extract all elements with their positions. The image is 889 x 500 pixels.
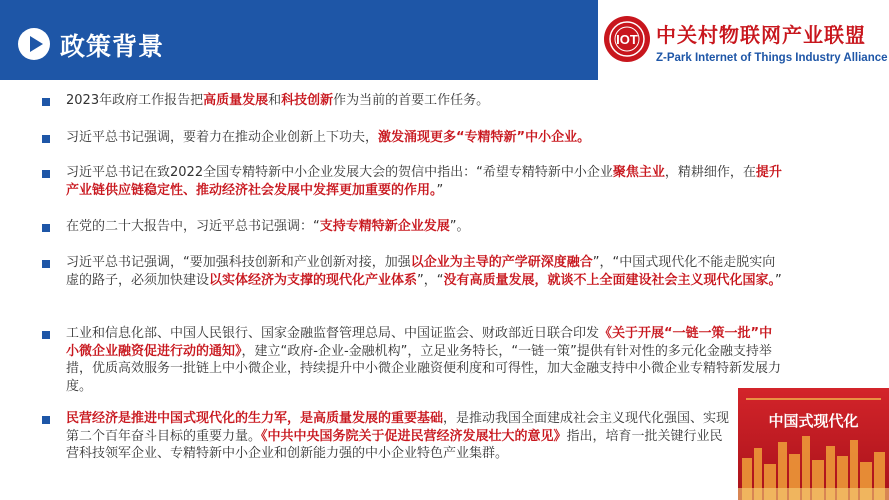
body-text: ”。 — [449, 219, 470, 234]
square-bullet-icon — [42, 331, 50, 339]
bullet-text — [66, 218, 782, 236]
highlight-text: 提升产业链供应链稳定性、推动经济社会发展中发挥更加重要的作用。 — [66, 165, 782, 198]
alliance-name-en: Z-Park Internet of Things Industry Alliance — [656, 52, 888, 64]
square-bullet-icon — [42, 135, 50, 143]
body-text: ” — [436, 182, 444, 198]
badge-title: 中国式现代化 — [768, 412, 859, 430]
square-bullet-icon — [42, 170, 50, 178]
play-circle-icon — [18, 28, 50, 60]
list-item — [42, 410, 732, 463]
page-title: 政策背景 — [60, 32, 165, 61]
body-text: 和 — [268, 93, 282, 108]
square-bullet-icon — [42, 260, 50, 268]
highlight-text: 科技创新 — [281, 93, 334, 108]
bullet-text — [66, 92, 782, 110]
body-text: ，是推动我国全面建成社会主义现代化强国、实现第二个百年奋斗目标的重要力量。 — [66, 411, 730, 444]
body-text: ”，“中国式现代化不能走脱实向虚的路子，必须加快建设 — [66, 255, 776, 288]
body-text: 习近平总书记强调，“要加强科技创新和产业创新对接，加强 — [66, 255, 411, 270]
modernization-badge — [738, 388, 889, 500]
list-item — [42, 164, 782, 199]
body-text: 2023年政府工作报告把 — [66, 93, 204, 108]
highlight-text: 支持专精特新企业发展 — [319, 219, 450, 234]
list-item — [42, 129, 782, 147]
body-text: 作为当前的首要工作任务。 — [333, 93, 490, 108]
highlight-text: 民营经济是推进中国式现代化的生力军，是高质量发展的重要基础 — [66, 411, 444, 426]
highlight-text: 聚焦主业 — [612, 165, 665, 180]
highlight-text: 以实体经济为支撑的现代化产业体系 — [209, 272, 418, 288]
list-item — [42, 92, 782, 110]
bullet-text — [66, 254, 782, 289]
bullet-text — [66, 325, 782, 395]
alliance-name-cn: 中关村物联网产业联盟 — [656, 23, 866, 47]
square-bullet-icon — [42, 224, 50, 232]
body-text: 习近平总书记强调，要着力在推动企业创新上下功夫， — [66, 130, 379, 145]
square-bullet-icon — [42, 416, 50, 424]
bullet-text — [66, 410, 732, 463]
city-skyline-icon — [738, 388, 889, 500]
header-bar — [0, 0, 598, 80]
svg-text:IOT: IOT — [616, 32, 638, 47]
iot-seal-icon — [603, 15, 651, 63]
body-text: 指出，培育一批关键行业民营科技领军企业、专精特新中小企业和创新能力强的中小企业特色产业集群。 — [66, 428, 723, 461]
square-bullet-icon — [42, 98, 50, 106]
body-text: ”，“ — [417, 272, 444, 288]
alliance-logo — [598, 0, 889, 80]
highlight-text: 激发涌现更多“专精特新”中小企业。 — [378, 130, 591, 145]
body-text: ” — [775, 272, 782, 288]
highlight-text: 高质量发展 — [203, 93, 269, 108]
highlight-text: 《关于开展“一链一策一批”中小微企业融资促进行动的通知》 — [66, 326, 773, 359]
highlight-text: 以企业为主导的产学研深度融合 — [410, 255, 593, 270]
body-text: 工业和信息化部、中国人民银行、国家金融监督管理总局、中国证监会、财政部近日联合印发 — [66, 326, 600, 341]
highlight-text: 《中共中央国务院关于促进民营经济发展壮大的意见》 — [261, 428, 567, 444]
highlight-text: 没有高质量发展，就谈不上全面建设社会主义现代化国家。 — [443, 272, 776, 288]
body-text: ，建立“政府-企业-金融机构”，立足业务特长，“一链一策”提供有针对性的多元化金融支持举措，优质高效服务一批链上中小微企业，持续提升中小微企业融资便利度和可得性，加大金融支持中小微企业专精特新发展力度。 — [66, 343, 782, 394]
list-item — [42, 254, 782, 289]
body-text: 在党的二十大报告中，习近平总书记强调：“ — [66, 219, 320, 234]
bullet-text — [66, 129, 782, 147]
bullet-text — [66, 164, 782, 199]
list-item — [42, 218, 782, 236]
body-text: 习近平总书记在致2022全国专精特新中小企业发展大会的贺信中指出：“希望专精特新中小企业 — [66, 165, 613, 180]
body-text: ，精耕细作，在 — [664, 165, 756, 180]
list-item — [42, 325, 782, 395]
